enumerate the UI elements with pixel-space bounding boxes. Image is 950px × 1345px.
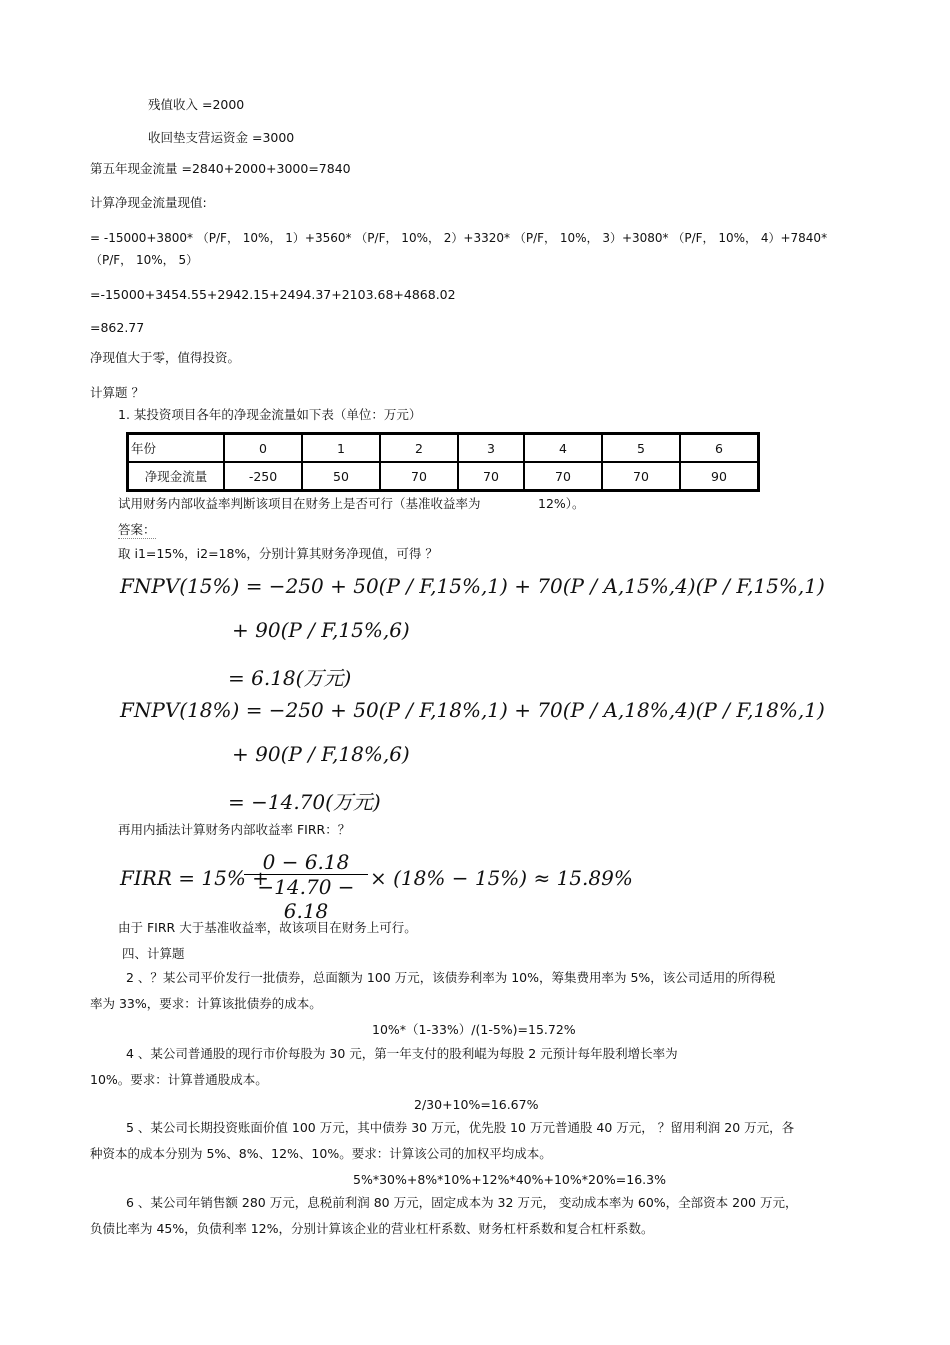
answer-label: 答案： <box>118 522 156 537</box>
fnpv18-line1: FNPV(18%) = −250 + 50(P / F,18%,1) + 70(P / A,18%,4)(P / F,18%,1) <box>120 698 825 722</box>
q5-line2: 种资本的成本分别为 5%、8%、12%、10%。要求：计算该公司的加权平均成本。 <box>90 1146 552 1161</box>
table-cell: 5 <box>602 434 680 462</box>
npv-values-line: =-15000+3454.55+2942.15+2494.37+2103.68+4868.02 <box>90 287 456 302</box>
table-cell: 70 <box>380 462 458 490</box>
q4-line1: 4 、某公司普通股的现行市价每股为 30 元，第一年支付的股利崐为每股 2 元预计每年股利增长率为 <box>126 1046 678 1061</box>
npv-heading: 计算净现金流量现值: <box>90 195 207 210</box>
table-cell: 70 <box>602 462 680 490</box>
fnpv15-line2: + 90(P / F,15%,6) <box>232 618 410 642</box>
q6-line2: 负债比率为 45%，负债利率 12%，分别计算该企业的营业杠杆系数、财务杠杆系数和复合杠杆系数。 <box>90 1221 654 1236</box>
q5-line1: 5 、某公司长期投资账面价值 100 万元，其中债券 30 万元，优先股 10 万元普通股 40 万元， ？留用利润 20 万元，各 <box>126 1120 795 1135</box>
fnpv18-line2: + 90(P / F,18%,6) <box>232 742 410 766</box>
npv-formula-line1: = -15000+3800* （P/F， 10%， 1）+3560* （P/F， 10%， 2）+3320* （P/F， 10%， 3）+3080* （P/F， 10%， 4）+7840* <box>90 231 828 245</box>
q1-prompt: 1. 某投资项目各年的净现金流量如下表（单位：万元） <box>118 407 422 422</box>
q4-answer: 2/30+10%=16.67% <box>414 1097 539 1112</box>
firr-denominator: −14.70 − 6.18 <box>257 875 355 923</box>
table-cell: 70 <box>458 462 524 490</box>
year5-cashflow-line: 第五年现金流量 =2840+2000+3000=7840 <box>90 161 351 176</box>
firr-fraction <box>244 850 368 923</box>
q6-line1: 6 、某公司年销售额 280 万元，息税前利润 80 万元，固定成本为 32 万元， 变动成本率为 60%，全部资本 200 万元， <box>126 1195 798 1210</box>
q1-question: 试用财务内部收益率判断该项目在财务上是否可行（基准收益率为 <box>118 496 481 511</box>
cashflow-table <box>126 432 760 492</box>
working-capital-line: 收回垫支营运资金 =3000 <box>148 130 295 145</box>
npv-conclusion: 净现值大于零，值得投资。 <box>90 350 241 365</box>
table-cell: -250 <box>224 462 302 490</box>
firr-numerator: 0 − 6.18 <box>262 850 350 874</box>
table-cell: 0 <box>224 434 302 462</box>
table-header-flow: 净现金流量 <box>128 462 224 490</box>
table-header-year: 年份 <box>128 434 224 462</box>
section-heading: 计算题 ？ <box>90 385 144 400</box>
fnpv18-result: = −14.70(万元) <box>228 790 381 814</box>
table-cell: 90 <box>680 462 758 490</box>
table-cell: 70 <box>524 462 602 490</box>
npv-result-line: =862.77 <box>90 320 145 335</box>
q5-answer: 5%*30%+8%*10%+12%*40%+10%*20%=16.3% <box>353 1172 666 1187</box>
q4-line2: 10%。要求：计算普通股成本。 <box>90 1072 268 1087</box>
fnpv15-line1: FNPV(15%) = −250 + 50(P / F,15%,1) + 70(P / A,15%,4)(P / F,15%,1) <box>120 574 825 598</box>
residual-value-line: 残值收入 =2000 <box>148 97 245 112</box>
table-cell: 4 <box>524 434 602 462</box>
firr-lhs: FIRR = 15% + <box>120 866 269 890</box>
part4-heading: 四、计算题 <box>122 946 185 961</box>
fnpv15-result: = 6.18(万元) <box>228 666 352 690</box>
firr-rhs: × (18% − 15%) ≈ 15.89% <box>370 866 633 890</box>
q2-line1: 2 、？某公司平价发行一批债券，总面额为 100 万元，该债券利率为 10%，筹集费用率为 5%，该公司适用的所得税 <box>126 970 776 985</box>
q2-answer: 10%*（1-33%）/(1-5%)=15.72% <box>372 1022 576 1037</box>
q1-conclusion: 由于 FIRR 大于基准收益率，故该项目在财务上可行。 <box>118 920 417 935</box>
table-cell: 3 <box>458 434 524 462</box>
table-cell: 6 <box>680 434 758 462</box>
table-cell: 2 <box>380 434 458 462</box>
q2-line2: 率为 33%，要求：计算该批债券的成本。 <box>90 996 322 1011</box>
npv-formula-line2: （P/F， 10%， 5） <box>90 253 199 267</box>
table-row <box>128 462 758 490</box>
answer-intro: 取 i1=15%，i2=18%，分别计算其财务净现值，可得 ？ <box>118 546 438 561</box>
interpolation-text: 再用内插法计算财务内部收益率 FIRR：？ <box>118 822 351 837</box>
table-row <box>128 434 758 462</box>
table-cell: 1 <box>302 434 380 462</box>
table-cell: 50 <box>302 462 380 490</box>
q1-question-rate: 12%）。 <box>538 496 585 511</box>
